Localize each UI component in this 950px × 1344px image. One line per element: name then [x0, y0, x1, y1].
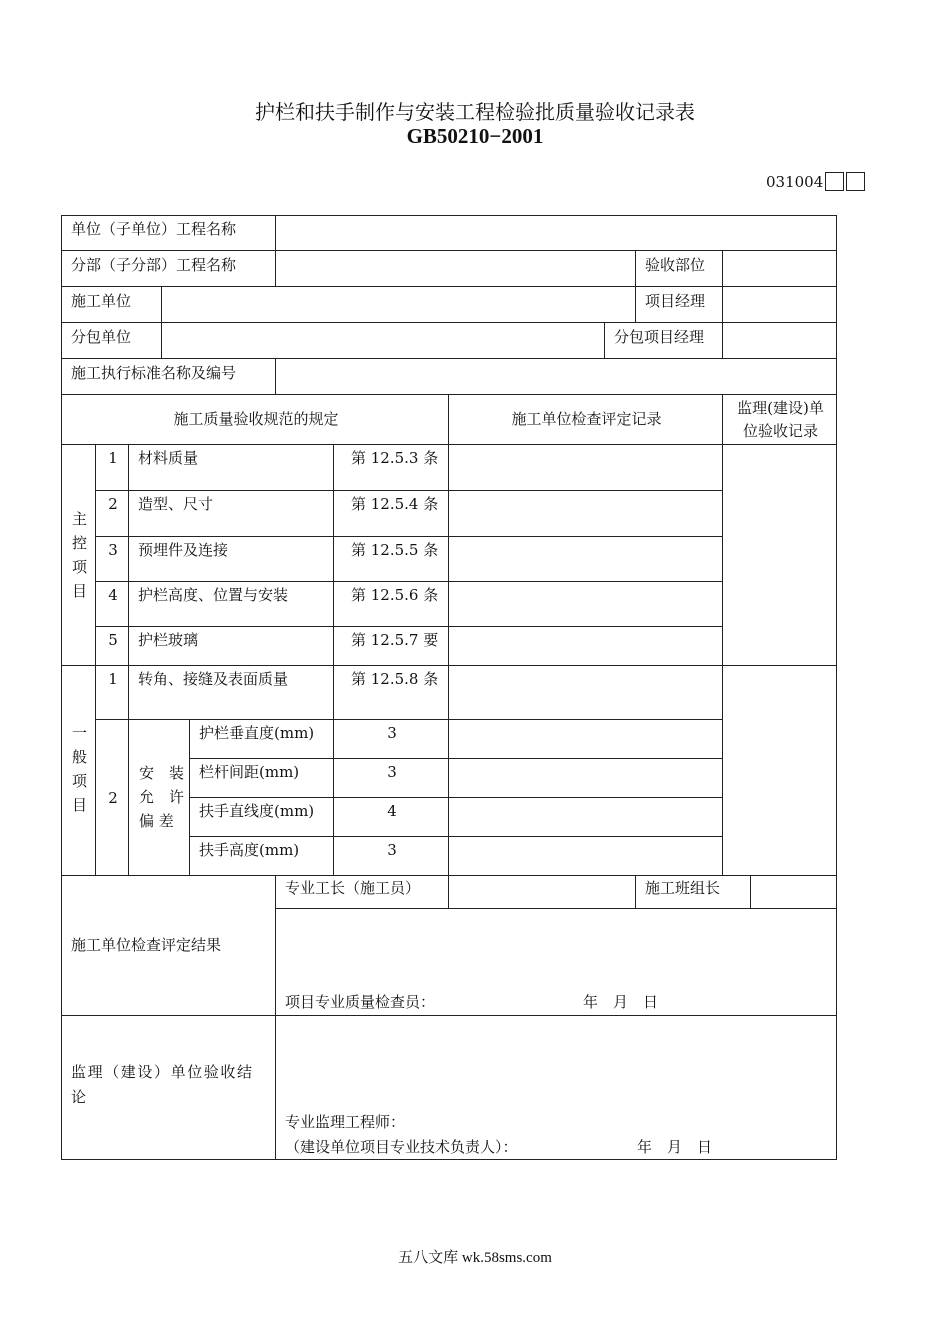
tolerance-2-name-cell: [189, 758, 334, 798]
unit-project-label-cell: [61, 215, 276, 251]
main-row-5-no: 5: [108, 631, 118, 649]
engineer-label: 专业监理工程师：: [285, 1113, 406, 1131]
division-project-label-cell: [61, 250, 276, 287]
tolerance-label-cell: [128, 719, 190, 876]
tolerance-3-name: 扶手直线度(mm): [199, 802, 315, 820]
result-label-cell: [61, 875, 276, 1016]
main-row-4-name-cell: [128, 581, 334, 627]
main-row-1-name: 材料质量: [138, 449, 199, 467]
main-row-1-check[interactable]: [448, 444, 723, 491]
sub-project-manager-label-cell: [604, 322, 723, 359]
main-row-1-name-cell: [128, 444, 334, 491]
tolerance-4-name: 扶手高度(mm): [199, 841, 300, 859]
tolerance-3-value: 4: [387, 802, 397, 820]
unit-project-field[interactable]: [275, 215, 837, 251]
general-items-supervisor-record[interactable]: [722, 665, 837, 876]
result-signature-area[interactable]: [275, 908, 837, 1016]
tolerance-3-name-cell: [189, 797, 334, 837]
spec-header: 施工质量验收规范的规定: [173, 410, 339, 428]
tolerance-1-value: 3: [387, 724, 397, 742]
tolerance-1-name: 护栏垂直度(mm): [199, 724, 315, 742]
main-row-1-no: 1: [108, 449, 118, 467]
footer-watermark: 五八文库 wk.58sms.com: [398, 1250, 552, 1266]
inspector-label: 项目专业质量检查员：: [285, 993, 436, 1011]
team-leader-label: 施工班组长: [645, 879, 721, 897]
spec-header-cell: [61, 394, 449, 445]
conclusion-label-line2: 论: [71, 1088, 87, 1106]
general-row-1-clause: 第 12.5.8 条: [351, 670, 439, 688]
main-row-1-clause-cell: [333, 444, 449, 491]
main-items-label-cell: [61, 444, 96, 666]
conclusion-label-cell: [61, 1015, 276, 1160]
form-code: 031004: [766, 173, 824, 191]
main-row-4-no-cell: [95, 581, 129, 627]
form-title: 护栏和扶手制作与安装工程检验批质量验收记录表: [255, 100, 695, 124]
general-row-2-no: 2: [108, 789, 118, 807]
result-date-label: 年 月 日: [583, 993, 659, 1011]
main-row-3-name-cell: [128, 536, 334, 582]
supervisor-header-line2: 位验收记录: [742, 422, 818, 440]
subcontractor-label: 分包单位: [71, 328, 132, 346]
main-row-2-no-cell: [95, 490, 129, 537]
foreman-label: 专业工长（施工员）: [285, 879, 421, 897]
main-items-char-3: 项: [71, 558, 87, 576]
general-row-1-name: 转角、接缝及表面质量: [138, 670, 289, 688]
general-row-1-check[interactable]: [448, 665, 723, 720]
sub-project-manager-label: 分包项目经理: [614, 328, 705, 346]
conclusion-label-line1: 监理（建设）单位验收结: [71, 1063, 254, 1081]
acceptance-part-field[interactable]: [722, 250, 837, 287]
main-row-3-no-cell: [95, 536, 129, 582]
tolerance-1-value-cell: [333, 719, 449, 759]
unit-project-label: 单位（子单位）工程名称: [71, 220, 237, 238]
conclusion-date-label: 年 月 日: [637, 1138, 713, 1156]
team-leader-label-cell: [635, 875, 751, 909]
tolerance-2-check[interactable]: [448, 758, 723, 798]
main-row-4-no: 4: [108, 586, 118, 604]
main-row-5-name-cell: [128, 626, 334, 666]
main-row-5-clause: 第 12.5.7 要: [351, 631, 439, 649]
main-row-2-name: 造型、尺寸: [138, 495, 214, 513]
tolerance-2-name: 栏杆间距(mm): [199, 763, 300, 781]
main-items-supervisor-record[interactable]: [722, 444, 837, 666]
tolerance-label-line2: 允 许: [139, 788, 185, 806]
result-label: 施工单位检查评定结果: [71, 936, 222, 954]
check-header: 施工单位检查评定记录: [511, 410, 662, 428]
general-items-char-3: 项: [71, 772, 87, 790]
general-items-char-4: 目: [71, 796, 87, 814]
team-leader-field[interactable]: [750, 875, 837, 909]
general-items-char-1: 一: [71, 724, 87, 742]
main-row-3-clause-cell: [333, 536, 449, 582]
main-row-3-check[interactable]: [448, 536, 723, 582]
tolerance-label-line3: 偏 差: [139, 812, 174, 830]
general-row-2-no-cell: [95, 719, 129, 876]
main-row-4-check[interactable]: [448, 581, 723, 627]
main-row-2-clause-cell: [333, 490, 449, 537]
tolerance-1-check[interactable]: [448, 719, 723, 759]
construction-unit-label-cell: [61, 286, 162, 323]
main-row-2-name-cell: [128, 490, 334, 537]
main-row-2-clause: 第 12.5.4 条: [351, 495, 439, 513]
tolerance-4-check[interactable]: [448, 836, 723, 876]
construction-unit-field[interactable]: [161, 286, 636, 323]
subcontractor-label-cell: [61, 322, 162, 359]
main-row-4-clause: 第 12.5.6 条: [351, 586, 439, 604]
supervisor-header-line1: 监理(建设)单: [737, 399, 824, 417]
tolerance-2-value: 3: [387, 763, 397, 781]
main-items-char-1: 主: [71, 510, 87, 528]
tolerance-1-name-cell: [189, 719, 334, 759]
general-items-label-cell: [61, 665, 96, 876]
main-row-5-check[interactable]: [448, 626, 723, 666]
tolerance-3-check[interactable]: [448, 797, 723, 837]
tolerance-3-value-cell: [333, 797, 449, 837]
main-row-5-clause-cell: [333, 626, 449, 666]
standard-code: GB50210−2001: [406, 124, 544, 148]
construction-unit-label: 施工单位: [71, 292, 132, 310]
main-row-3-clause: 第 12.5.5 条: [351, 541, 439, 559]
general-row-1-name-cell: [128, 665, 334, 720]
general-row-1-clause-cell: [333, 665, 449, 720]
general-row-1-no: 1: [108, 670, 118, 688]
acceptance-part-label-cell: [635, 250, 723, 287]
general-row-1-no-cell: [95, 665, 129, 720]
tolerance-2-value-cell: [333, 758, 449, 798]
acceptance-part-label: 验收部位: [645, 256, 706, 274]
project-manager-field[interactable]: [722, 286, 837, 323]
main-row-4-clause-cell: [333, 581, 449, 627]
main-row-3-no: 3: [108, 541, 118, 559]
main-items-char-4: 目: [71, 582, 87, 600]
project-manager-label-cell: [635, 286, 723, 323]
division-project-field[interactable]: [275, 250, 636, 287]
general-items-char-2: 般: [71, 748, 87, 766]
main-row-5-name: 护栏玻璃: [138, 631, 199, 649]
subcontractor-field[interactable]: [161, 322, 605, 359]
main-items-char-2: 控: [71, 534, 87, 552]
main-row-1-clause: 第 12.5.3 条: [351, 449, 439, 467]
owner-label: （建设单位项目专业技术负责人）：: [285, 1138, 518, 1156]
standard-name-label-cell: [61, 358, 276, 395]
main-row-2-check[interactable]: [448, 490, 723, 537]
tolerance-label-line1: 安 装: [139, 764, 185, 782]
main-row-5-no-cell: [95, 626, 129, 666]
supervisor-header-cell: [722, 394, 837, 445]
conclusion-signature-area[interactable]: [275, 1015, 837, 1160]
tolerance-4-value-cell: [333, 836, 449, 876]
main-row-3-name: 预埋件及连接: [138, 541, 229, 559]
main-row-2-no: 2: [108, 495, 118, 513]
standard-name-field[interactable]: [275, 358, 837, 395]
check-header-cell: [448, 394, 723, 445]
main-row-1-no-cell: [95, 444, 129, 491]
project-manager-label: 项目经理: [645, 292, 706, 310]
main-row-4-name: 护栏高度、位置与安装: [138, 586, 289, 604]
standard-name-label: 施工执行标准名称及编号: [71, 364, 237, 382]
sub-project-manager-field[interactable]: [722, 322, 837, 359]
division-project-label: 分部（子分部）工程名称: [71, 256, 237, 274]
tolerance-4-name-cell: [189, 836, 334, 876]
foreman-label-cell: [275, 875, 449, 909]
foreman-field[interactable]: [448, 875, 636, 909]
tolerance-4-value: 3: [387, 841, 397, 859]
